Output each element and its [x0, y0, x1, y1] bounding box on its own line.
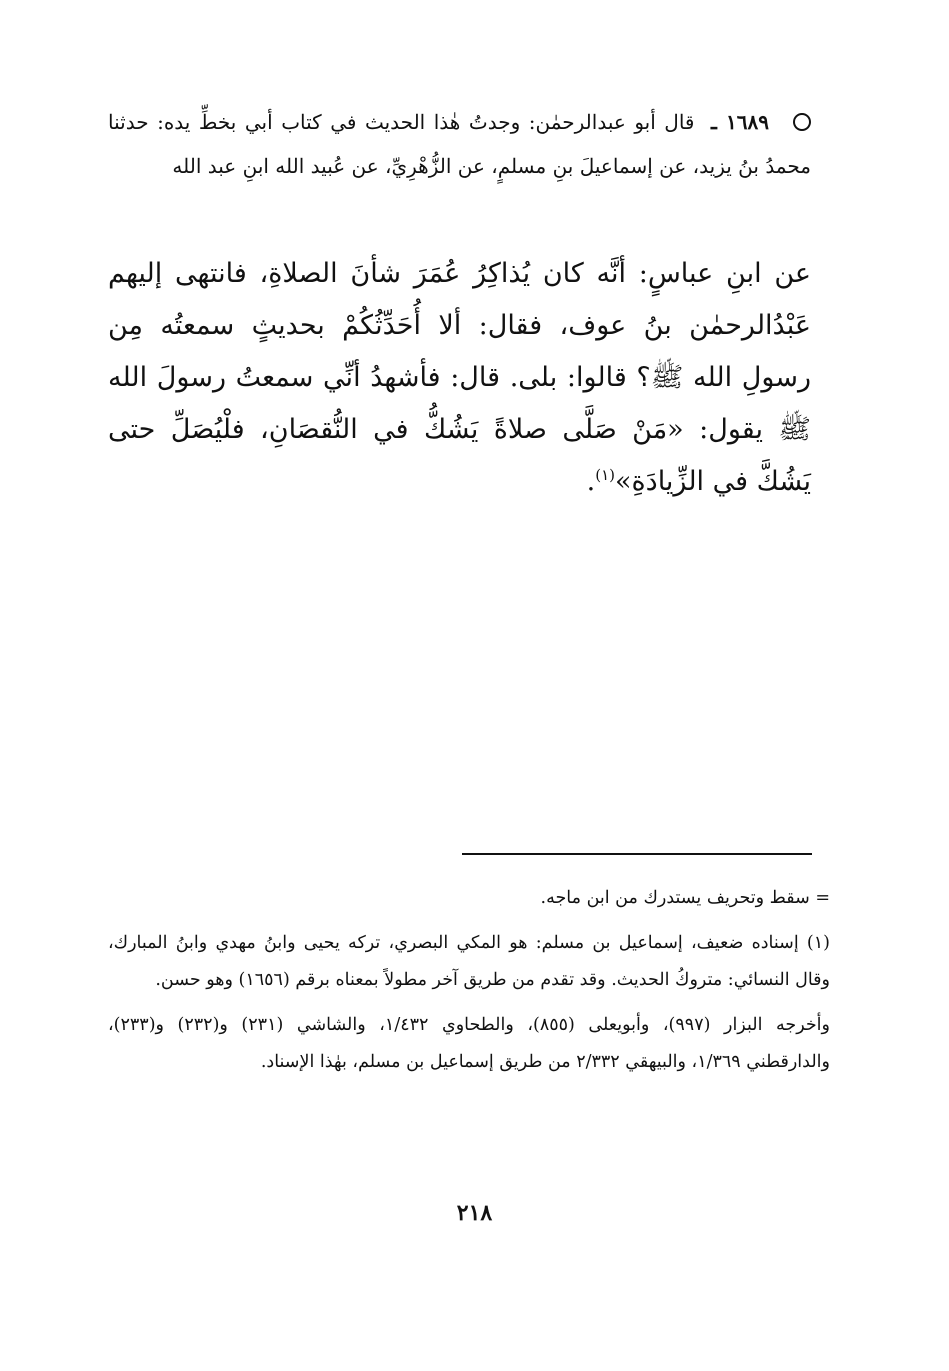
footnote-1-takhrij: وأخرجه البزار (٩٩٧)، وأبويعلى (٨٥٥)، والطحاوي ١/٤٣٢، والشاشي (٢٣١) و(٢٣٢) و(٢٣٣)، والدارقطني ١/٣٦٩، والبيهقي ٢/٣٣٢ من طريق إسماعيل بن مسلم، بهٰذا الإسناد. [108, 1015, 830, 1072]
hadith-number: ١٦٨٩ ـ [711, 110, 769, 134]
footnote-1: (١) إسناده ضعيف، إسماعيل بن مسلم: هو المكي البصري، تركه يحيى وابنُ مهدي وابنُ المبارك، وقال النسائي: متروكُ الحديث. وقد تقدم من طريق آخر مطولاً بمعناه برقم (١٦٥٦) وهو حسن. [108, 933, 830, 990]
isnad-text: قال أبو عبدالرحمٰن: وجدتُ هٰذا الحديث في كتاب أبي بخطِّ يده: حدثنا محمدُ بنُ يزيد، عن إسماعيلَ بنِ مسلمٍ، عن الزُّهْرِيِّ، عن عُبيد الله ابنِ عبد الله [108, 110, 811, 178]
matn-text: عن ابنِ عباسٍ: أنَّه كان يُذاكِرُ عُمَرَ شأنَ الصلاةِ، فانتهى إليهم عَبْدُالرحمٰن بنُ عوف، فقال: ألا أُحَدِّثُكُمْ بحديثٍ سمعتُه مِن رسولِ الله ﷺ؟ قالوا: بلى. قال: فأشهدُ أنِّي سمعتُ رسولَ الله ﷺ يقول: «مَنْ صَلَّى صلاةً يَشُكُّ في النُّقصَانِ، فلْيُصَلِّ حتى يَشُكَّ في الزِّيادَةِ» [108, 258, 811, 497]
hadith-circle-icon [793, 113, 811, 131]
footnote-reference: (١) [595, 466, 615, 484]
page-number: ٢١٨ [456, 1200, 493, 1226]
footnotes [108, 880, 830, 1089]
footnote-separator [462, 853, 812, 855]
matn-end-punctuation: . [586, 466, 596, 497]
footnote-continuation: = سقط وتحريف يستدرك من ابن ماجه. [540, 888, 830, 908]
hadith-matn [108, 248, 811, 508]
hadith-isnad [108, 100, 811, 188]
